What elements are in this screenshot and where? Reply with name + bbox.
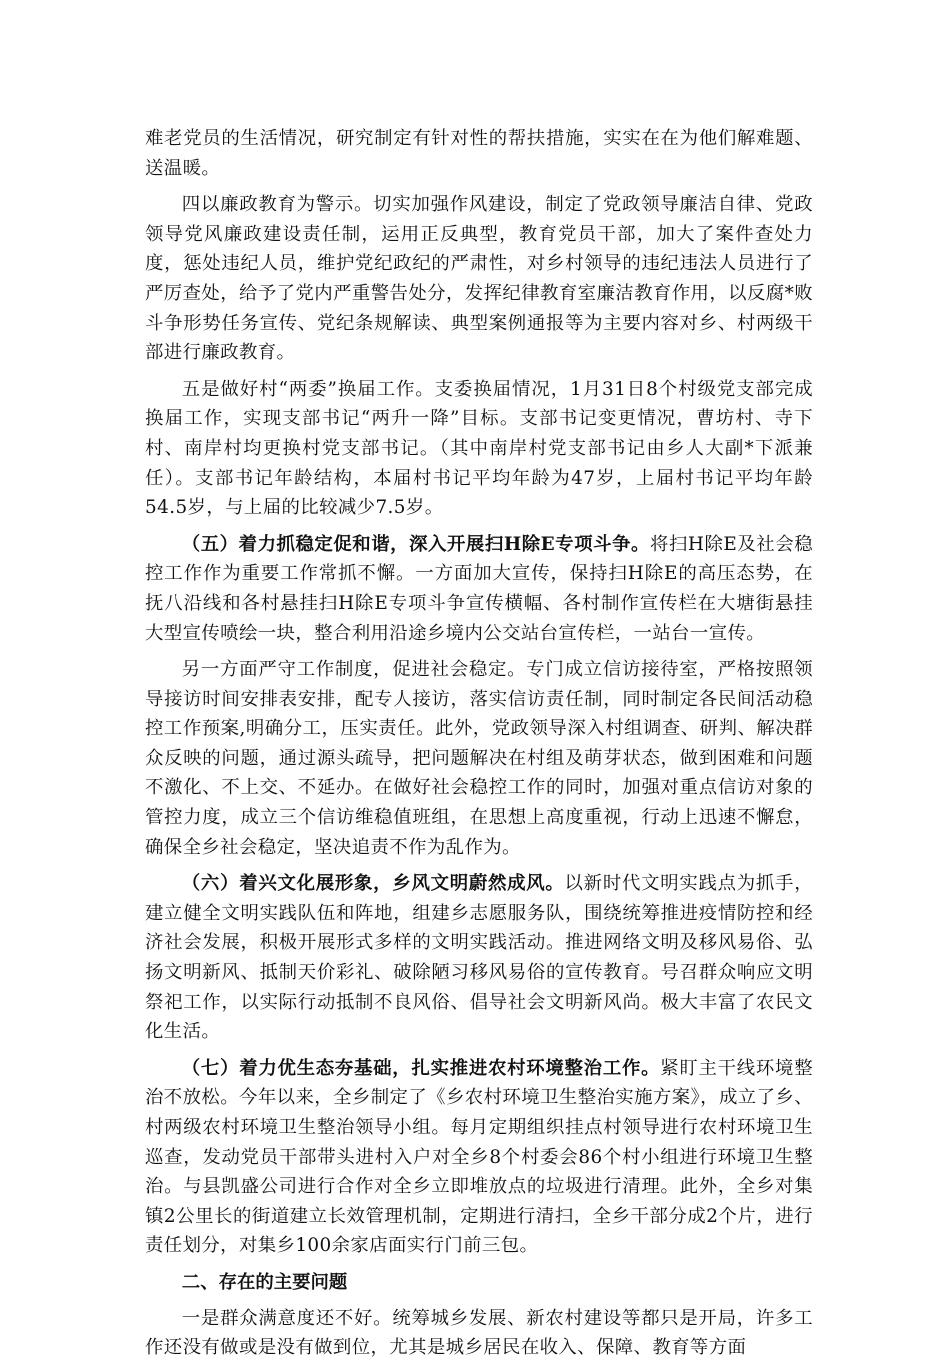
paragraph-helping-elderly-members (145, 124, 813, 183)
paragraph-text: 紧盯主干线环境整治不放松。今年以来，全乡制定了《乡农村环境卫生整治实施方案》，成立了乡、村两级农村环境卫生整治领导小组。每月定期组织挂点村领导进行农村环境卫生巡查，发动党员干部带头进村入户对全乡8个村委会86个村小组进行环境卫生整治。与县凯盛公司进行合作对全乡立即堆放点的垃圾进行清理。此外，全乡对集镇2公里长的街道建立长效管理机制，定期进行清扫，全乡干部分成2个片，进行责任划分，对集乡100余家店面实行门前三包。 (145, 1057, 813, 1257)
paragraph-text: 五是做好村“两委”换届工作。支委换届情况，1月31日8个村级党支部完成换届工作，实现支部书记“两升一降”目标。支部书记变更情况，曹坊村、寺下村、南岸村均更换村党支部书记。（其中南岸村党支部书记由乡人大副*下派兼任）。支部书记年龄结构，本届村书记平均年龄为47岁，上届村书记平均年龄54.5岁，与上届的比较减少7.5岁。 (145, 378, 813, 519)
paragraph-work-system (145, 655, 813, 862)
section-heading: 二、存在的主要问题 (181, 1271, 348, 1293)
paragraph-text: 难老党员的生活情况，研究制定有针对性的帮扶措施，实实在在为他们解难题、送温暖。 (145, 128, 813, 179)
paragraph-text: 将扫H除E及社会稳控工作作为重要工作常抓不懈。一方面加大宣传，保持扫H除E的高压态势，在抚八沿线和各村悬挂扫H除E专项斗争宣传横幅、各村制作宣传栏在大塘街悬挂大型宣传喷绘一块，整合利用沿途乡境内公交站台宣传栏，一站台一宣传。 (145, 533, 813, 644)
paragraph-text: 一是群众满意度还不好。统筹城乡发展、新农村建设等都只是开局，许多工作还没有做或是没有做到位，尤其是城乡居民在收入、保障、教育等方面 (145, 1307, 813, 1359)
paragraph-text: 以新时代文明实践点为抓手，建立健全文明实践队伍和阵地，组建乡志愿服务队，围绕统筹推进疫情防控和经济社会发展，积极开展形式多样的文明实践活动。推进网络文明及移风易俗、弘扬文明新风、抵制天价彩礼、破除陋习移风易俗的宣传教育。号召群众响应文明祭祀工作，以实际行动抵制不良风俗、倡导社会文明新风尚。极大丰富了农民文化生活。 (145, 873, 813, 1043)
paragraph-text: 四以廉政教育为警示。切实加强作风建设，制定了党政领导廉洁自律、党政领导党风廉政建设责任制，运用正反典型，教育党员干部，加大了案件查处力度，惩处违纪人员，维护党纪政纪的严肃性，对乡村领导的违纪违法人员进行了严厉查处，给予了党内严重警告处分，发挥纪律教育室廉洁教育作用，以反腐*败斗争形势任务宣传、党纪条规解读、典型案例通报等为主要内容对乡、村两级干部进行廉政教育。 (145, 194, 813, 364)
paragraph-text: 另一方面严守工作制度，促进社会稳定。专门成立信访接待室，严格按照领导接访时间安排表安排，配专人接访，落实信访责任制，同时制定各民间活动稳控工作预案,明确分工，压实责任。此外，党政领导深入村组调查、研判、解决群众反映的问题，通过源头疏导，把问题解决在村组及萌芽状态，做到困难和问题不激化、不上交、不延办。在做好社会稳控工作的同时，加强对重点信访对象的管控力度，成立三个信访维稳值班组，在思想上高度重视，行动上迅速不懈怠，确保全乡社会稳定，坚决追责不作为乱作为。 (145, 659, 813, 858)
paragraph-civilization-culture (145, 869, 813, 1047)
paragraph-lead-heading: （五）着力抓稳定促和谐，深入开展扫H除E专项斗争。 (181, 533, 650, 555)
paragraph-integrity-education (145, 190, 813, 368)
paragraph-lead-heading: （七）着力优生态夯基础，扎实推进农村环境整治工作。 (181, 1057, 661, 1079)
paragraph-main-problems (145, 1304, 813, 1363)
paragraph-stability-campaign (145, 530, 813, 648)
document-page (145, 124, 813, 1370)
paragraph-village-committee-election (145, 375, 813, 523)
paragraph-lead-heading: （六）着兴文化展形象，乡风文明蔚然成风。 (181, 873, 565, 895)
paragraph-environment-improvement (145, 1054, 813, 1261)
